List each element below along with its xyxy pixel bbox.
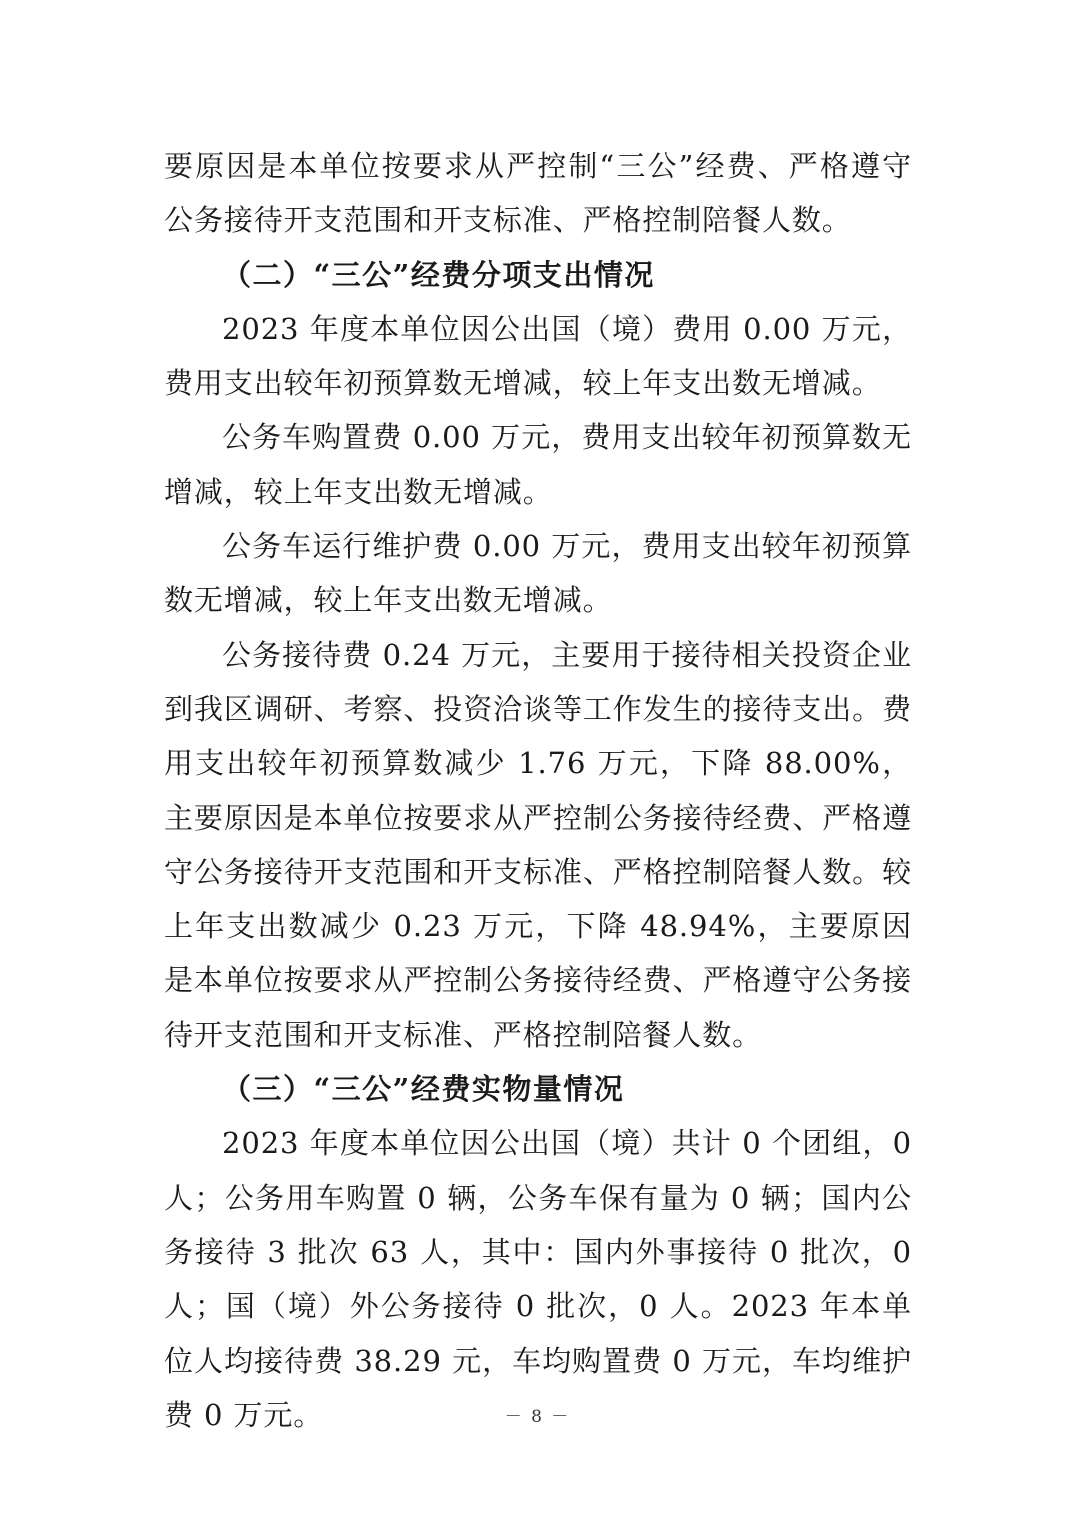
document-body <box>164 139 912 1442</box>
page-number: － 8 － <box>504 1407 571 1427</box>
paragraph-reception-cost: 公务接待费 0.24 万元，主要用于接待相关投资企业到我区调研、考察、投资洽谈等工作发生的接待支出。费用支出较年初预算数减少 1.76 万元，下降 88.00%，主要原因是本单位按要求从严控制公务接待经费、严格遵守公务接待开支范围和开支标准、严格控制陪餐人数。较上年支出数减少 0.23 万元，下降 48.94%，主要原因是本单位按要求从严控制公务接待经费、严格遵守公务接待开支范围和开支标准、严格控制陪餐人数。 <box>164 637 912 1052</box>
paragraph-vehicle-purchase-cost: 公务车购置费 0.00 万元，费用支出较年初预算数无增减，较上年支出数无增减。 <box>164 420 912 509</box>
paragraph-overseas-travel-cost: 2023 年度本单位因公出国（境）费用 0.00 万元，费用支出较年初预算数无增减，较上年支出数无增减。 <box>164 311 912 401</box>
section-heading-itemized-expenditure: （二）“三公”经费分项支出情况 <box>222 257 655 292</box>
section-heading-physical-quantity: （三）“三公”经费实物量情况 <box>222 1072 625 1107</box>
paragraph-vehicle-maintenance-cost: 公务车运行维护费 0.00 万元，费用支出较年初预算数无增减，较上年支出数无增减。 <box>164 529 912 618</box>
paragraph-continuation: 要原因是本单位按要求从严控制“三公”经费、严格遵守公务接待开支范围和开支标准、严格控制陪餐人数。 <box>164 149 912 238</box>
paragraph-physical-quantity-details: 2023 年度本单位因公出国（境）共计 0 个团组，0 人；公务用车购置 0 辆，公务车保有量为 0 辆；国内公务接待 3 批次 63 人，其中：国内外事接待 0 批次，0 人；国（境）外公务接待 0 批次，0 人。2023 年本单位人均接待费 38.29 元，车均购置费 0 万元，车均维护费 0 万元。 <box>164 1126 912 1432</box>
